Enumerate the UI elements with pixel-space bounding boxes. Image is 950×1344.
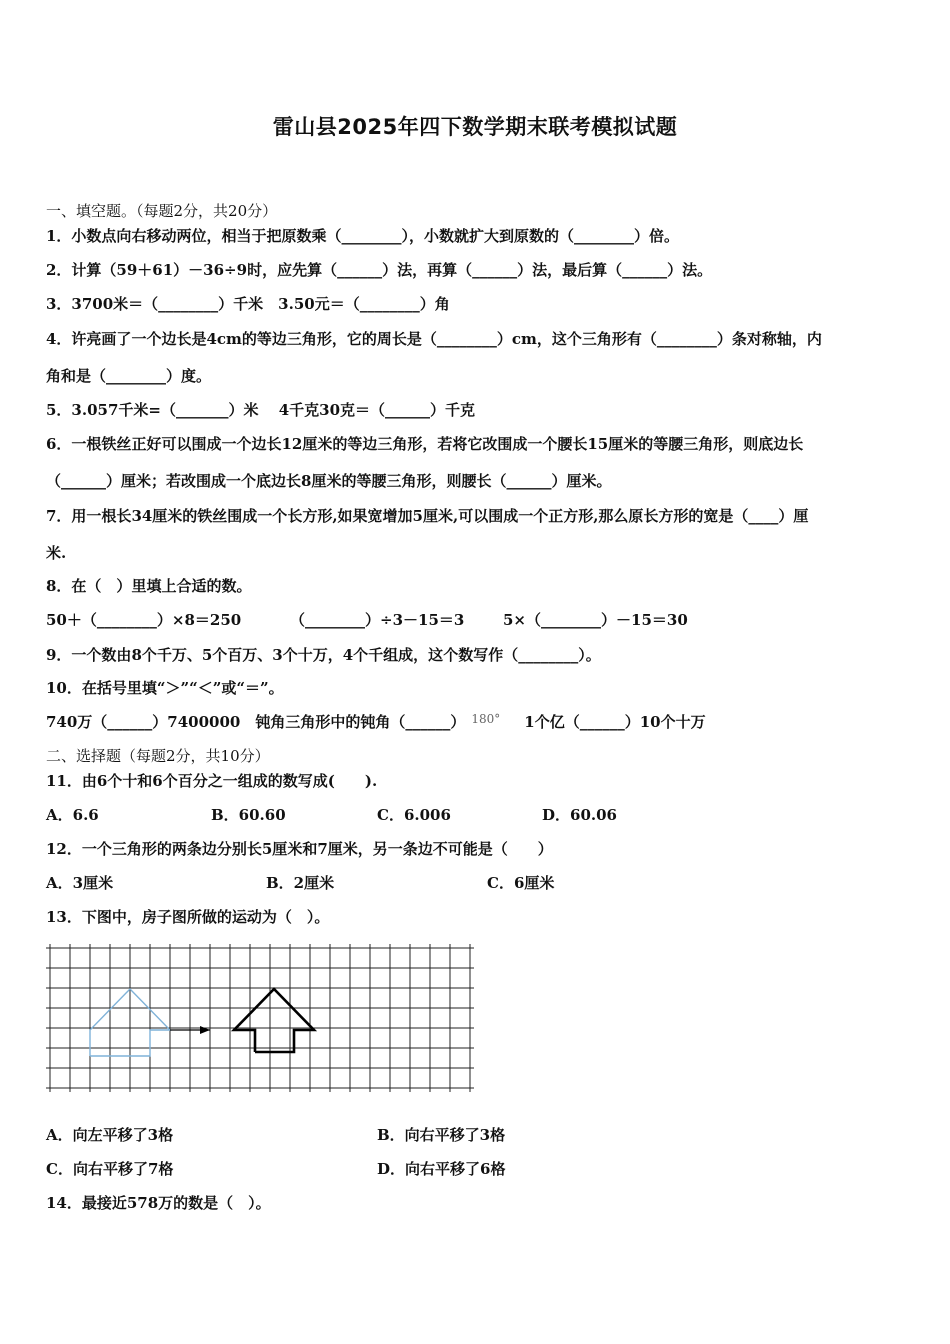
question-12-option-a[interactable]: A．3厘米 <box>46 874 114 892</box>
question-4-line-1: 4．许亮画了一个边长是4cm的等边三角形，它的周长是（________）cm，这个三角形有（________）条对称轴，内 <box>46 330 822 348</box>
question-13-option-d[interactable]: D．向右平移了6格 <box>377 1160 506 1178</box>
question-13-option-c[interactable]: C．向右平移了7格 <box>46 1160 174 1178</box>
page-title: 雷山县2025年四下数学期末联考模拟试题 <box>272 115 678 139</box>
question-13-option-b[interactable]: B．向右平移了3格 <box>377 1126 506 1144</box>
grid-lines <box>46 944 474 1092</box>
question-11-option-c[interactable]: C．6.006 <box>377 806 451 824</box>
question-2: 2．计算（59＋61）－36÷9时，应先算（______）法，再算（______）法，最后算（______）法。 <box>46 261 713 279</box>
question-10: 10．在括号里填“＞”“＜”或“＝”。 <box>46 679 284 697</box>
section-1-heading: 一、填空题。（每题2分，共20分） <box>46 202 278 220</box>
translation-grid-figure <box>46 944 476 1096</box>
question-1: 1．小数点向右移动两位，相当于把原数乘（________），小数就扩大到原数的（________）倍。 <box>46 227 679 245</box>
question-10-item-a: 740万（______）7400000 钝角三角形中的钝角（______） <box>46 713 466 731</box>
question-3: 3．3700米＝（________）千米 3.50元＝（________）角 <box>46 295 450 313</box>
question-11-option-a[interactable]: A．6.6 <box>46 806 99 824</box>
question-8-item-b: （________）÷3－15＝3 <box>290 611 465 629</box>
question-12-option-b[interactable]: B．2厘米 <box>266 874 335 892</box>
question-10-items <box>46 712 706 733</box>
question-13: 13．下图中，房子图所做的运动为（ ）。 <box>46 908 330 926</box>
question-14: 14．最接近578万的数是（ ）。 <box>46 1194 271 1212</box>
move-arrow-head <box>200 1026 210 1034</box>
question-7-line-2: 米. <box>46 544 67 562</box>
question-9: 9．一个数由8个千万、5个百万、3个十万，4个千组成，这个数写作（________）。 <box>46 646 601 664</box>
question-11-option-d[interactable]: D．60.06 <box>542 806 617 824</box>
question-10-item-b: 1个亿（______）10个十万 <box>524 713 706 731</box>
question-12-option-c[interactable]: C．6厘米 <box>487 874 555 892</box>
question-13-option-a[interactable]: A．向左平移了3格 <box>46 1126 174 1144</box>
question-6-line-1: 6．一根铁丝正好可以围成一个边长12厘米的等边三角形，若将它改围成一个腰长15厘米的等腰三角形，则底边长 <box>46 435 804 453</box>
question-5: 5．3.057千米=（_______）米 4千克30克＝（______）千克 <box>46 401 476 419</box>
question-11: 11．由6个十和6个百分之一组成的数写成( ). <box>46 772 378 790</box>
angle-180-label: 180° <box>471 712 501 726</box>
moved-house-shape <box>234 989 314 1052</box>
question-8-item-c: 5×（________）－15＝30 <box>503 611 688 629</box>
question-8: 8．在（ ）里填上合适的数。 <box>46 577 252 595</box>
question-4-line-2: 角和是（________）度。 <box>46 367 212 385</box>
question-12: 12．一个三角形的两条边分别长5厘米和7厘米，另一条边不可能是（ ） <box>46 840 553 858</box>
section-2-heading: 二、选择题（每题2分，共10分） <box>46 747 270 765</box>
question-11-option-b[interactable]: B．60.60 <box>211 806 286 824</box>
question-8-item-a: 50＋（________）×8＝250 <box>46 611 242 629</box>
question-6-line-2: （______）厘米；若改围成一个底边长8厘米的等腰三角形，则腰长（______）厘米。 <box>46 472 612 490</box>
question-7-line-1: 7．用一根长34厘米的铁丝围成一个长方形,如果宽增加5厘米,可以围成一个正方形,那么原长方形的宽是（____）厘 <box>46 507 809 525</box>
